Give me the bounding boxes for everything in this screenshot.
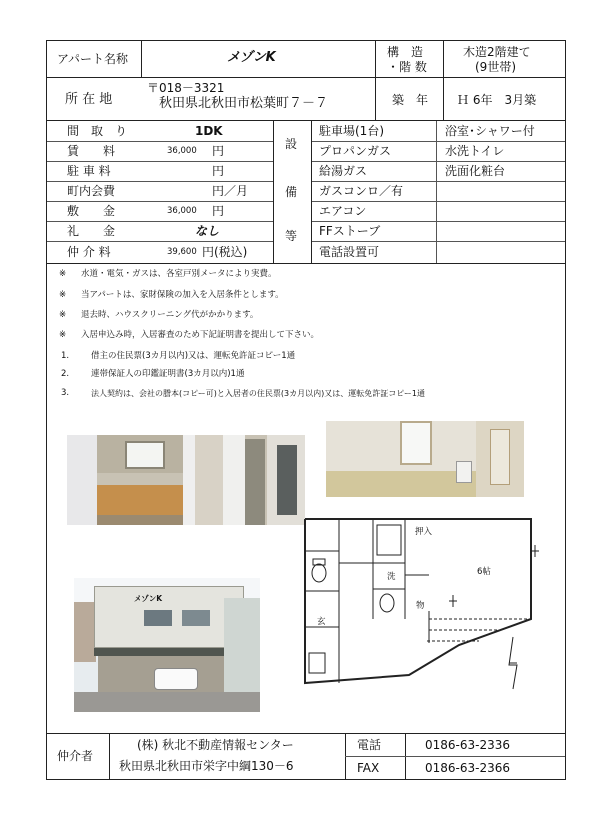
key-money-label: 礼 金 — [67, 224, 116, 238]
divider — [443, 41, 444, 120]
equipment-item: 浴室･シャワー付 — [445, 124, 535, 138]
apartment-name: メゾンK — [227, 50, 276, 65]
deposit-value: 36,000 — [167, 206, 197, 216]
note-text: 入居申込み時，入居審査のため下記証明書を提出して下さい。 — [81, 330, 320, 340]
equipment-item: FFストーブ — [319, 224, 381, 238]
structure-label-2: ・階 数 — [387, 60, 427, 74]
note-number: 2. — [61, 369, 70, 379]
deposit-label: 敷 金 — [67, 204, 116, 218]
divider — [109, 733, 110, 779]
key-money-value: なし — [195, 224, 220, 238]
fp-storage-label: 物 — [416, 601, 425, 611]
note-mark: ※ — [59, 290, 67, 300]
name-label: アパート名称 — [57, 52, 129, 66]
built-value: Ｈ 6年 3月築 — [457, 93, 537, 107]
equipment-item: 給湯ガス — [319, 164, 368, 178]
equipment-item: 洗面化粧台 — [445, 164, 506, 178]
agency-fee-label: 仲 介 料 — [67, 245, 111, 259]
details-table — [47, 121, 565, 263]
divider — [375, 41, 376, 120]
fp-room-label: 6帖 — [477, 567, 491, 577]
households-value: (9世帯) — [475, 60, 516, 74]
note-text: 水道・電気・ガスは、各室戸別メータにより実費。 — [81, 269, 277, 279]
note-text: 当アパートは、家財保険の加入を入居条件とします。 — [81, 290, 284, 300]
layout-value: 1DK — [195, 124, 223, 138]
equipment-item: ガスコンロ／有 — [319, 184, 404, 198]
fax-label: FAX — [357, 761, 380, 775]
parking-fee-unit: 円 — [212, 164, 225, 178]
community-fee-label: 町内会費 — [67, 184, 116, 198]
divider — [141, 41, 142, 77]
note-number: 3. — [61, 388, 70, 398]
agent-address: 秋田県北秋田市栄字中綱130－6 — [119, 759, 294, 773]
community-fee-unit: 円／月 — [212, 184, 249, 198]
building-exterior-photo — [74, 578, 260, 712]
divider — [345, 756, 565, 757]
tel-label: 電話 — [357, 738, 382, 752]
equipment-label-1: 設 — [285, 137, 298, 151]
equipment-label-2: 備 — [285, 185, 298, 199]
note-mark: ※ — [59, 330, 67, 340]
note-mark: ※ — [59, 310, 67, 320]
property-sheet — [46, 40, 566, 780]
notes — [47, 267, 565, 407]
equipment-item: 駐車場(1台) — [319, 124, 384, 138]
fp-entrance-label: 玄 — [317, 617, 326, 627]
equipment-label-3: 等 — [285, 229, 298, 243]
equipment-item: エアコン — [319, 204, 367, 218]
equipment-item: 水洗トイレ — [445, 144, 505, 158]
note-text: 法人契約は、会社の謄本(コピー可)と入居者の住民票(3カ月以内)又は、運転免許証コピー1通 — [91, 389, 426, 398]
rent-label: 賃 料 — [67, 144, 116, 158]
equipment-item: 電話設置可 — [319, 245, 380, 259]
agent-label: 仲介者 — [57, 749, 94, 763]
note-text: 借主の住民票(3カ月以内)又は、運転免許証コピー1通 — [91, 351, 296, 361]
tatami-room-photo — [326, 421, 524, 497]
fp-wash-label: 洗 — [387, 572, 396, 582]
tel-number: 0186-63-2336 — [425, 738, 511, 752]
equipment-item: プロパンガス — [319, 144, 392, 158]
structure-label: 構 造 — [387, 45, 424, 59]
deposit-unit: 円 — [212, 204, 225, 218]
rent-value: 36,000 — [167, 146, 197, 156]
rent-unit: 円 — [212, 144, 225, 158]
interior-kitchen-photo — [67, 435, 305, 525]
layout-label: 間 取 り — [67, 124, 128, 138]
divider — [47, 733, 565, 734]
agency-fee-unit: 円(税込) — [202, 245, 248, 259]
divider — [47, 77, 565, 78]
parking-fee-label: 駐 車 料 — [67, 164, 111, 178]
note-text: 退去時、ハウスクリーニング代がかかります。 — [81, 310, 259, 320]
address-label: 所 在 地 — [65, 92, 113, 107]
building-sign: メゾンK — [134, 594, 163, 603]
built-label: 築 年 — [392, 93, 429, 107]
structure-value: 木造2階建て — [463, 45, 531, 59]
note-mark: ※ — [59, 269, 67, 279]
address-value: 秋田県北秋田市松葉町７－７ — [159, 96, 329, 111]
agent-company: (株) 秋北不動産情報センター — [137, 738, 294, 752]
postal-code: 〒018－3321 — [147, 81, 225, 95]
floor-plan — [299, 515, 559, 695]
fp-closet-label: 押入 — [415, 527, 433, 537]
agency-fee-value: 39,600 — [167, 247, 197, 257]
note-text: 連帯保証人の印鑑証明書(3カ月以内)1通 — [91, 369, 245, 379]
fax-number: 0186-63-2366 — [425, 761, 511, 775]
note-number: 1. — [61, 351, 70, 361]
